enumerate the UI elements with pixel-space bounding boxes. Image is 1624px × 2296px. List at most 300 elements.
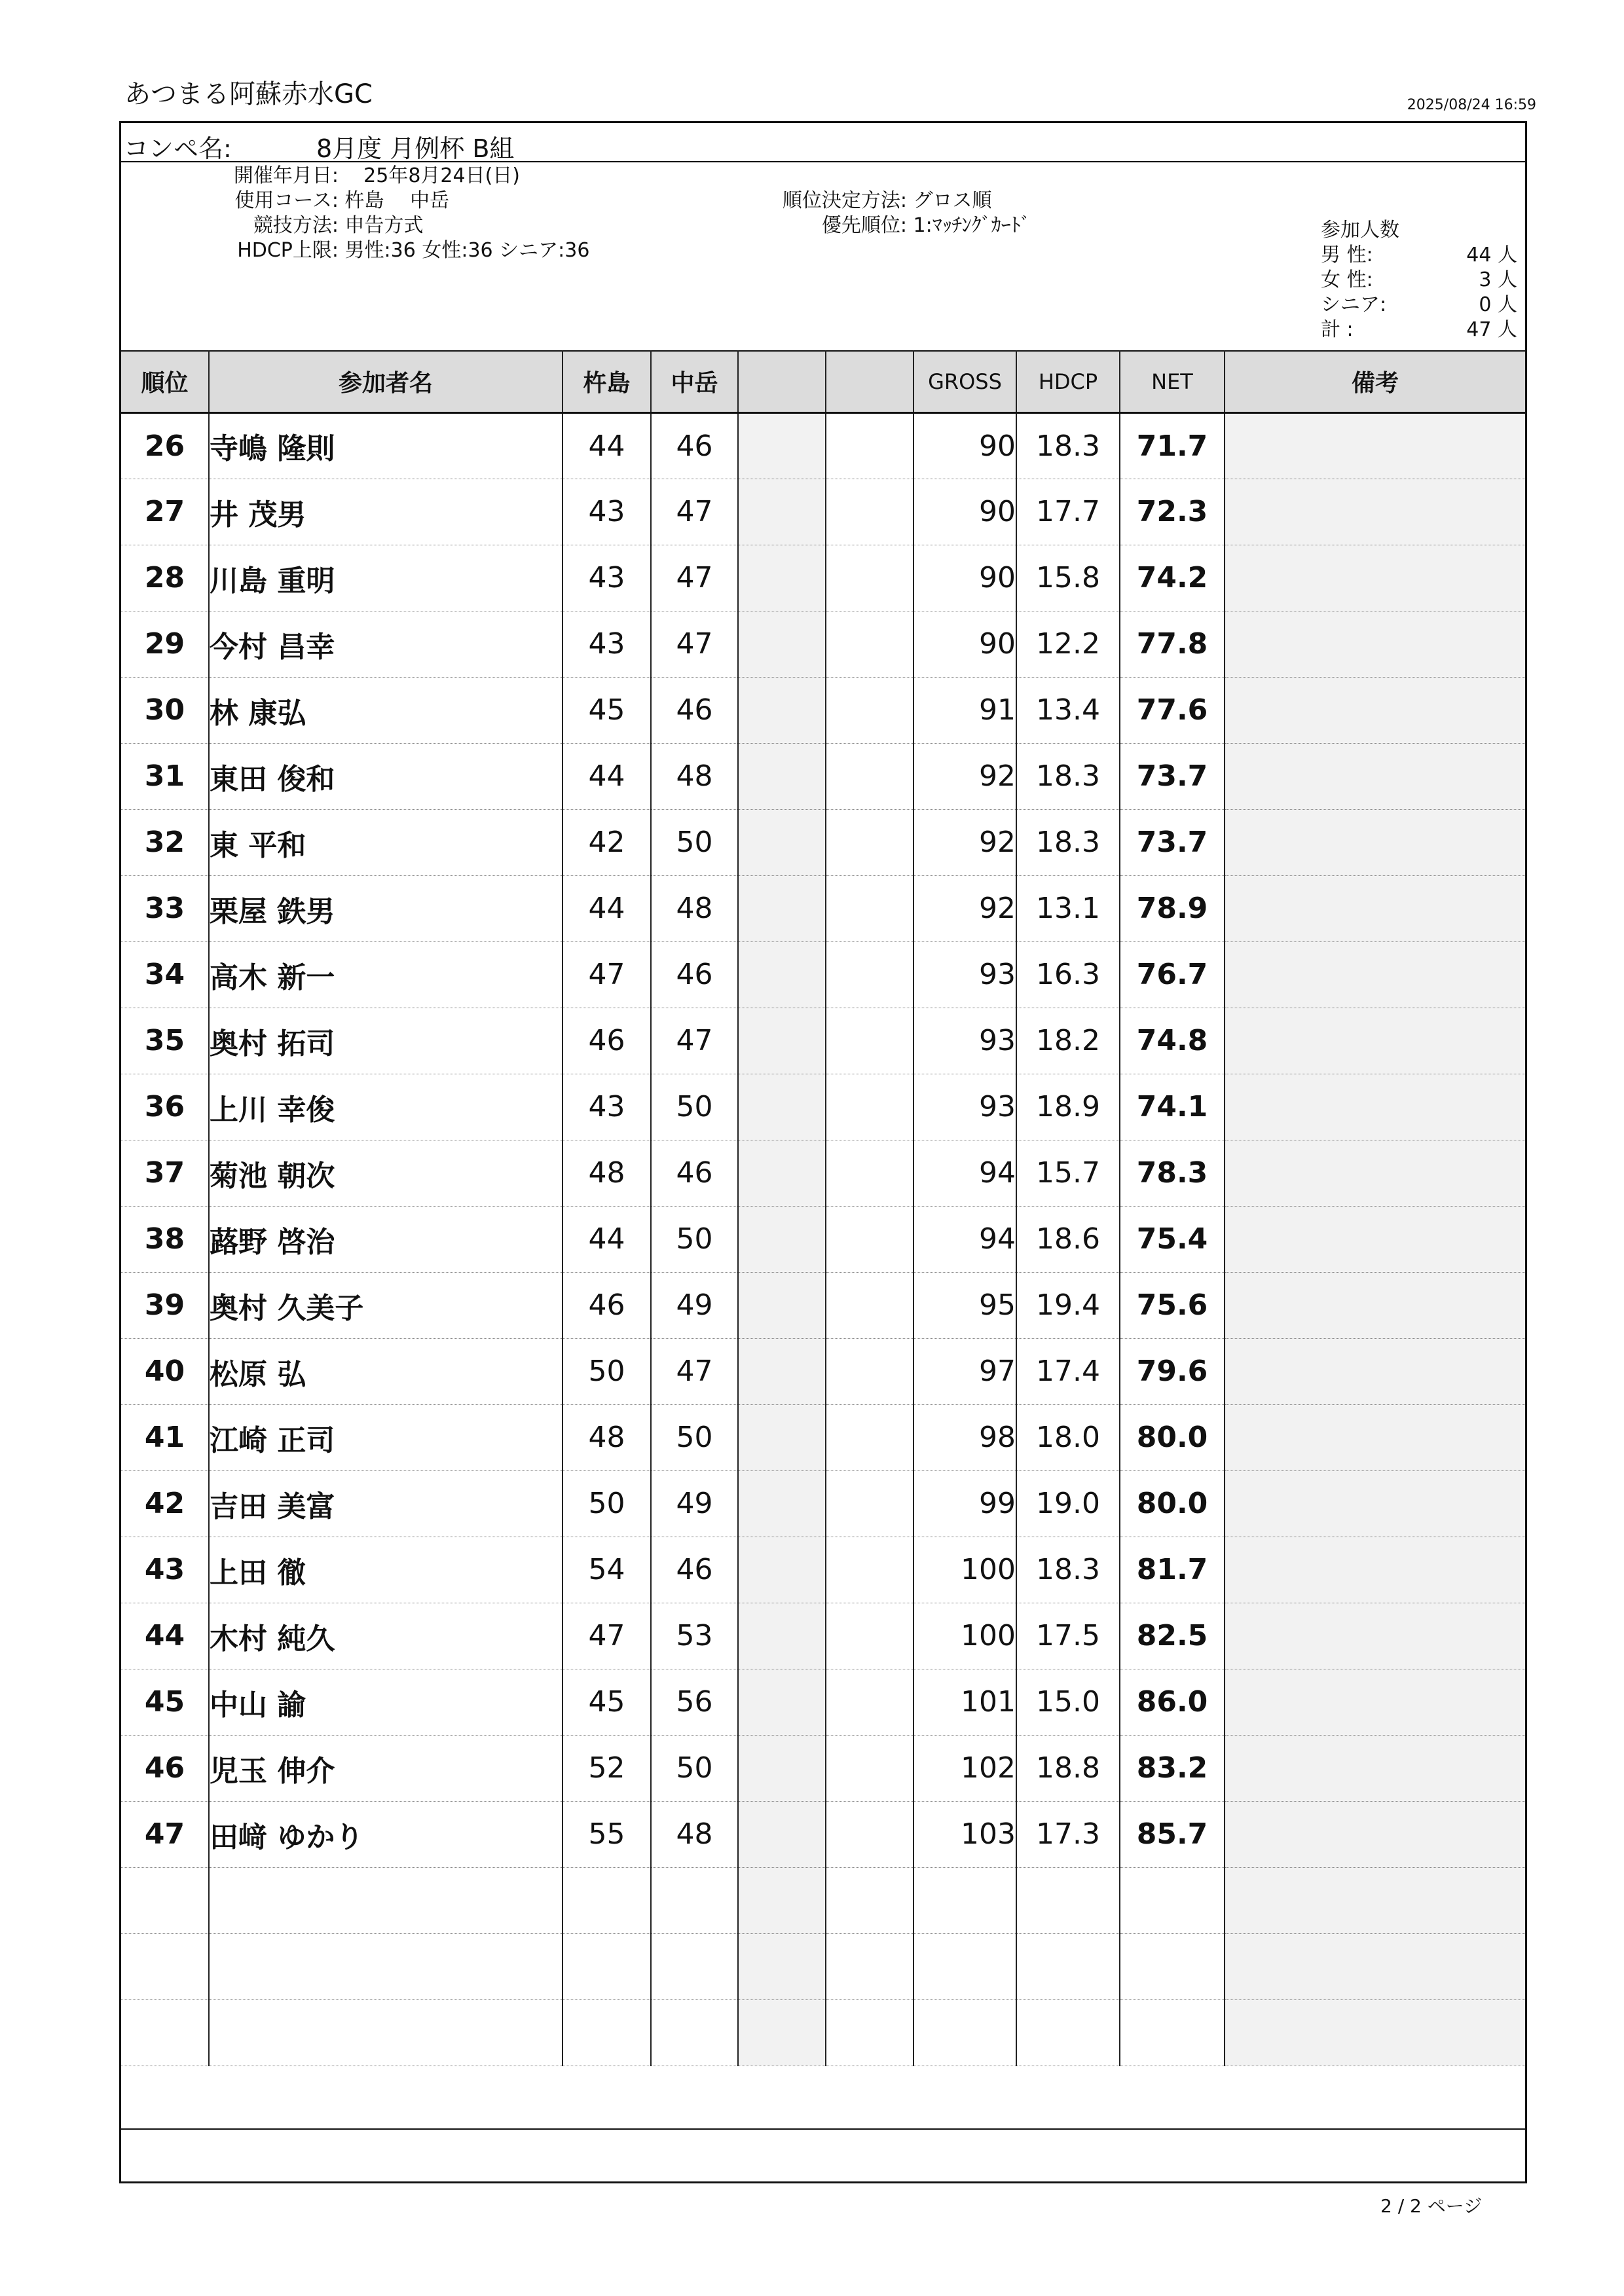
- score-nakadake: 46: [651, 941, 738, 1008]
- score-nakadake: 48: [651, 1801, 738, 1867]
- participant-counts: [1321, 218, 1517, 342]
- empty-cell: [826, 1867, 913, 1933]
- score-kishima: 55: [563, 1801, 651, 1867]
- rank-priority: 優先順位: 1:ﾏｯﾁﾝｸﾞｶｰﾄﾞ: [821, 214, 1031, 237]
- col-kishima: 杵島: [563, 351, 651, 412]
- player-name: 蕗野 啓治: [209, 1206, 563, 1272]
- score-kishima: 48: [563, 1404, 651, 1470]
- blank-cell: [826, 875, 913, 941]
- empty-cell: [1016, 1933, 1120, 1999]
- hdcp-value: 18.2: [1016, 1008, 1120, 1074]
- gross-score: 92: [913, 809, 1016, 875]
- participant-count-row: [1321, 318, 1517, 342]
- empty-cell: [121, 1867, 209, 1933]
- remarks-cell: [1225, 677, 1525, 743]
- blank-cell: [826, 1008, 913, 1074]
- score-kishima: 44: [563, 743, 651, 809]
- score-nakadake: 50: [651, 809, 738, 875]
- table-row: [121, 875, 1525, 941]
- hdcp-value: 17.3: [1016, 1801, 1120, 1867]
- empty-cell: [1225, 1999, 1525, 2066]
- remarks-cell: [1225, 545, 1525, 611]
- table-row: [121, 545, 1525, 611]
- rank-cell: 39: [121, 1272, 209, 1338]
- remarks-cell: [1225, 1140, 1525, 1206]
- score-kishima: 47: [563, 1603, 651, 1669]
- score-nakadake: 47: [651, 1338, 738, 1404]
- blank-cell: [826, 611, 913, 677]
- empty-cell: [826, 1999, 913, 2066]
- remarks-cell: [1225, 1537, 1525, 1603]
- participant-count-row: [1321, 293, 1517, 318]
- score-kishima: 44: [563, 1206, 651, 1272]
- score-nakadake: 49: [651, 1272, 738, 1338]
- blank-cell: [738, 611, 826, 677]
- blank-cell: [738, 1603, 826, 1669]
- hdcp-value: 13.1: [1016, 875, 1120, 941]
- table-header-row: [121, 351, 1525, 412]
- score-kishima: 52: [563, 1735, 651, 1801]
- player-name: 高木 新一: [209, 941, 563, 1008]
- competition-name: 8月度 月例杯 B組: [316, 134, 515, 163]
- event-info: [142, 164, 589, 263]
- empty-cell: [563, 1933, 651, 1999]
- empty-cell: [913, 1999, 1016, 2066]
- hdcp-value: 16.3: [1016, 941, 1120, 1008]
- player-name: 栗屋 鉄男: [209, 875, 563, 941]
- empty-cell: [1120, 1999, 1225, 2066]
- blank-cell: [738, 677, 826, 743]
- blank-cell: [738, 941, 826, 1008]
- blank-cell: [738, 809, 826, 875]
- player-name: 菊池 朝次: [209, 1140, 563, 1206]
- blank-cell: [826, 1206, 913, 1272]
- table-row: [121, 1338, 1525, 1404]
- rank-cell: 35: [121, 1008, 209, 1074]
- hdcp-value: 19.4: [1016, 1272, 1120, 1338]
- table-row: [121, 1140, 1525, 1206]
- blank-cell: [738, 479, 826, 545]
- rank-cell: 34: [121, 941, 209, 1008]
- empty-cell: [651, 1867, 738, 1933]
- col-name: 参加者名: [209, 351, 563, 412]
- blank-cell: [738, 1272, 826, 1338]
- score-nakadake: 47: [651, 611, 738, 677]
- net-score: 81.7: [1120, 1537, 1225, 1603]
- remarks-cell: [1225, 1603, 1525, 1669]
- table-row: [121, 611, 1525, 677]
- blank-cell: [738, 1669, 826, 1735]
- table-row: [121, 1272, 1525, 1338]
- count-label: 計 :: [1321, 318, 1354, 341]
- table-row: [121, 1801, 1525, 1867]
- gross-score: 97: [913, 1338, 1016, 1404]
- ranking-info: [625, 189, 1031, 238]
- empty-cell: [121, 1999, 209, 2066]
- gross-score: 101: [913, 1669, 1016, 1735]
- score-nakadake: 46: [651, 1537, 738, 1603]
- gross-score: 102: [913, 1735, 1016, 1801]
- empty-cell: [738, 1933, 826, 1999]
- hdcp-value: 15.0: [1016, 1669, 1120, 1735]
- blank-cell: [738, 1404, 826, 1470]
- player-name: 東田 俊和: [209, 743, 563, 809]
- hdcp-value: 15.8: [1016, 545, 1120, 611]
- blank-cell: [826, 1272, 913, 1338]
- empty-row: [121, 1933, 1525, 1999]
- score-nakadake: 50: [651, 1074, 738, 1140]
- player-name: 奥村 久美子: [209, 1272, 563, 1338]
- net-score: 74.2: [1120, 545, 1225, 611]
- gross-score: 90: [913, 412, 1016, 479]
- blank-cell: [738, 1338, 826, 1404]
- remarks-cell: [1225, 1008, 1525, 1074]
- blank-cell: [826, 1735, 913, 1801]
- gross-score: 94: [913, 1206, 1016, 1272]
- empty-row: [121, 1867, 1525, 1933]
- empty-cell: [1016, 1867, 1120, 1933]
- blank-cell: [738, 1470, 826, 1537]
- player-name: 井 茂男: [209, 479, 563, 545]
- event-hdcp-limit: HDCP上限: 男性:36 女性:36 シニア:36: [237, 239, 590, 262]
- net-score: 83.2: [1120, 1735, 1225, 1801]
- competition-label: コンペ名:: [124, 134, 232, 163]
- score-kishima: 50: [563, 1338, 651, 1404]
- hdcp-value: 17.5: [1016, 1603, 1120, 1669]
- score-kishima: 45: [563, 1669, 651, 1735]
- score-nakadake: 56: [651, 1669, 738, 1735]
- score-nakadake: 50: [651, 1735, 738, 1801]
- gross-score: 90: [913, 545, 1016, 611]
- player-name: 木村 純久: [209, 1603, 563, 1669]
- col-net: NET: [1120, 351, 1225, 412]
- rank-cell: 28: [121, 545, 209, 611]
- empty-cell: [826, 1933, 913, 1999]
- player-name: 中山 諭: [209, 1669, 563, 1735]
- empty-cell: [651, 1999, 738, 2066]
- participant-count-row: [1321, 268, 1517, 293]
- rank-cell: 41: [121, 1404, 209, 1470]
- blank-cell: [826, 1470, 913, 1537]
- page-number: 2 / 2 ページ: [1380, 2195, 1483, 2217]
- remarks-cell: [1225, 412, 1525, 479]
- rank-cell: 40: [121, 1338, 209, 1404]
- player-name: 田﨑 ゆかり: [209, 1801, 563, 1867]
- table-row: [121, 1074, 1525, 1140]
- blank-cell: [826, 1404, 913, 1470]
- net-score: 75.6: [1120, 1272, 1225, 1338]
- net-score: 75.4: [1120, 1206, 1225, 1272]
- score-nakadake: 53: [651, 1603, 738, 1669]
- col-blank-2: [826, 351, 913, 412]
- blank-cell: [738, 545, 826, 611]
- remarks-cell: [1225, 1272, 1525, 1338]
- net-score: 72.3: [1120, 479, 1225, 545]
- blank-cell: [826, 479, 913, 545]
- table-row: [121, 1603, 1525, 1669]
- rank-method: 順位決定方法: グロス順: [782, 189, 992, 212]
- blank-cell: [738, 743, 826, 809]
- empty-row: [121, 1999, 1525, 2066]
- rank-cell: 47: [121, 1801, 209, 1867]
- table-row: [121, 1669, 1525, 1735]
- net-score: 78.3: [1120, 1140, 1225, 1206]
- empty-cell: [1225, 1933, 1525, 1999]
- remarks-cell: [1225, 941, 1525, 1008]
- gross-score: 99: [913, 1470, 1016, 1537]
- rank-cell: 33: [121, 875, 209, 941]
- net-score: 82.5: [1120, 1603, 1225, 1669]
- score-nakadake: 47: [651, 545, 738, 611]
- blank-cell: [738, 1074, 826, 1140]
- score-kishima: 44: [563, 412, 651, 479]
- remarks-cell: [1225, 809, 1525, 875]
- gross-score: 95: [913, 1272, 1016, 1338]
- hdcp-value: 15.7: [1016, 1140, 1120, 1206]
- score-nakadake: 50: [651, 1206, 738, 1272]
- blank-cell: [738, 1206, 826, 1272]
- col-nakadake: 中岳: [651, 351, 738, 412]
- score-nakadake: 48: [651, 743, 738, 809]
- rank-cell: 44: [121, 1603, 209, 1669]
- score-nakadake: 47: [651, 479, 738, 545]
- col-remarks: 備考: [1225, 351, 1525, 412]
- score-nakadake: 46: [651, 1140, 738, 1206]
- competition-title-row: [121, 123, 1525, 162]
- blank-cell: [738, 1537, 826, 1603]
- col-gross: GROSS: [913, 351, 1016, 412]
- count-label: 男 性:: [1321, 244, 1373, 266]
- blank-cell: [826, 1669, 913, 1735]
- score-nakadake: 48: [651, 875, 738, 941]
- hdcp-value: 13.4: [1016, 677, 1120, 743]
- empty-cell: [913, 1933, 1016, 1999]
- remarks-cell: [1225, 1669, 1525, 1735]
- score-nakadake: 46: [651, 677, 738, 743]
- empty-cell: [651, 1933, 738, 1999]
- rank-cell: 37: [121, 1140, 209, 1206]
- net-score: 80.0: [1120, 1404, 1225, 1470]
- count-value: 0 人: [1479, 293, 1517, 316]
- blank-cell: [826, 1801, 913, 1867]
- gross-score: 93: [913, 941, 1016, 1008]
- rank-cell: 31: [121, 743, 209, 809]
- blank-cell: [738, 1140, 826, 1206]
- blank-cell: [826, 1603, 913, 1669]
- count-value: 47 人: [1466, 318, 1517, 341]
- score-kishima: 42: [563, 809, 651, 875]
- table-row: [121, 743, 1525, 809]
- player-name: 上川 幸俊: [209, 1074, 563, 1140]
- count-label: 女 性:: [1321, 268, 1373, 291]
- rank-cell: 26: [121, 412, 209, 479]
- results-table: [121, 350, 1525, 2066]
- remarks-cell: [1225, 1206, 1525, 1272]
- net-score: 86.0: [1120, 1669, 1225, 1735]
- col-rank: 順位: [121, 351, 209, 412]
- score-nakadake: 49: [651, 1470, 738, 1537]
- blank-cell: [826, 1338, 913, 1404]
- count-label: シニア:: [1321, 293, 1387, 316]
- club-name: あつまる阿蘇赤水GC: [124, 79, 373, 109]
- hdcp-value: 18.9: [1016, 1074, 1120, 1140]
- player-name: 寺嶋 隆則: [209, 412, 563, 479]
- gross-score: 92: [913, 875, 1016, 941]
- empty-cell: [209, 1999, 563, 2066]
- hdcp-value: 18.3: [1016, 743, 1120, 809]
- count-value: 3 人: [1479, 268, 1517, 291]
- empty-cell: [1120, 1933, 1225, 1999]
- table-row: [121, 941, 1525, 1008]
- gross-score: 98: [913, 1404, 1016, 1470]
- score-kishima: 46: [563, 1272, 651, 1338]
- score-kishima: 47: [563, 941, 651, 1008]
- table-bottom-rule: [121, 2128, 1525, 2130]
- blank-cell: [738, 1801, 826, 1867]
- player-name: 吉田 美富: [209, 1470, 563, 1537]
- gross-score: 93: [913, 1074, 1016, 1140]
- empty-cell: [209, 1867, 563, 1933]
- net-score: 80.0: [1120, 1470, 1225, 1537]
- event-course: 使用コース: 杵島 中岳: [234, 189, 450, 212]
- score-kishima: 44: [563, 875, 651, 941]
- table-row: [121, 809, 1525, 875]
- empty-cell: [1120, 1867, 1225, 1933]
- net-score: 77.6: [1120, 677, 1225, 743]
- count-value: 44 人: [1466, 244, 1517, 266]
- score-kishima: 54: [563, 1537, 651, 1603]
- player-name: 上田 徹: [209, 1537, 563, 1603]
- rank-cell: 42: [121, 1470, 209, 1537]
- gross-score: 100: [913, 1537, 1016, 1603]
- blank-cell: [826, 743, 913, 809]
- empty-cell: [913, 1867, 1016, 1933]
- blank-cell: [826, 545, 913, 611]
- hdcp-value: 17.4: [1016, 1338, 1120, 1404]
- gross-score: 92: [913, 743, 1016, 809]
- player-name: 東 平和: [209, 809, 563, 875]
- event-method: 競技方法: 申告方式: [253, 214, 424, 237]
- rank-cell: 43: [121, 1537, 209, 1603]
- rank-cell: 32: [121, 809, 209, 875]
- blank-cell: [826, 1074, 913, 1140]
- player-name: 川島 重明: [209, 545, 563, 611]
- player-name: 児玉 伸介: [209, 1735, 563, 1801]
- net-score: 71.7: [1120, 412, 1225, 479]
- table-row: [121, 1537, 1525, 1603]
- gross-score: 90: [913, 479, 1016, 545]
- empty-cell: [563, 1867, 651, 1933]
- table-row: [121, 1470, 1525, 1537]
- remarks-cell: [1225, 875, 1525, 941]
- remarks-cell: [1225, 1735, 1525, 1801]
- score-kishima: 43: [563, 1074, 651, 1140]
- rank-cell: 45: [121, 1669, 209, 1735]
- blank-cell: [826, 412, 913, 479]
- remarks-cell: [1225, 479, 1525, 545]
- net-score: 78.9: [1120, 875, 1225, 941]
- gross-score: 94: [913, 1140, 1016, 1206]
- net-score: 77.8: [1120, 611, 1225, 677]
- hdcp-value: 18.3: [1016, 412, 1120, 479]
- blank-cell: [738, 1735, 826, 1801]
- net-score: 73.7: [1120, 809, 1225, 875]
- printed-timestamp: 2025/08/24 16:59: [1407, 97, 1536, 113]
- remarks-cell: [1225, 1404, 1525, 1470]
- participant-counts-title: 参加人数: [1321, 219, 1399, 242]
- score-kishima: 43: [563, 479, 651, 545]
- empty-cell: [738, 1867, 826, 1933]
- player-name: 奥村 拓司: [209, 1008, 563, 1074]
- player-name: 林 康弘: [209, 677, 563, 743]
- player-name: 江崎 正司: [209, 1404, 563, 1470]
- blank-cell: [738, 1008, 826, 1074]
- hdcp-value: 18.3: [1016, 1537, 1120, 1603]
- gross-score: 100: [913, 1603, 1016, 1669]
- remarks-cell: [1225, 1470, 1525, 1537]
- table-row: [121, 1206, 1525, 1272]
- net-score: 74.1: [1120, 1074, 1225, 1140]
- empty-cell: [209, 1933, 563, 1999]
- hdcp-value: 18.3: [1016, 809, 1120, 875]
- gross-score: 90: [913, 611, 1016, 677]
- col-blank-1: [738, 351, 826, 412]
- empty-cell: [121, 1933, 209, 1999]
- rank-cell: 27: [121, 479, 209, 545]
- blank-cell: [826, 809, 913, 875]
- table-row: [121, 1735, 1525, 1801]
- remarks-cell: [1225, 1074, 1525, 1140]
- net-score: 85.7: [1120, 1801, 1225, 1867]
- score-kishima: 43: [563, 545, 651, 611]
- net-score: 73.7: [1120, 743, 1225, 809]
- remarks-cell: [1225, 1801, 1525, 1867]
- rank-cell: 36: [121, 1074, 209, 1140]
- hdcp-value: 18.0: [1016, 1404, 1120, 1470]
- hdcp-value: 18.8: [1016, 1735, 1120, 1801]
- blank-cell: [826, 1140, 913, 1206]
- participant-count-row: [1321, 243, 1517, 268]
- empty-cell: [1225, 1867, 1525, 1933]
- score-nakadake: 46: [651, 412, 738, 479]
- hdcp-value: 17.7: [1016, 479, 1120, 545]
- score-kishima: 50: [563, 1470, 651, 1537]
- table-row: [121, 479, 1525, 545]
- table-row: [121, 412, 1525, 479]
- score-kishima: 43: [563, 611, 651, 677]
- table-row: [121, 1404, 1525, 1470]
- rank-cell: 30: [121, 677, 209, 743]
- net-score: 76.7: [1120, 941, 1225, 1008]
- empty-cell: [1016, 1999, 1120, 2066]
- hdcp-value: 18.6: [1016, 1206, 1120, 1272]
- event-date: 開催年月日: 25年8月24日(日): [233, 164, 520, 187]
- hdcp-value: 19.0: [1016, 1470, 1120, 1537]
- remarks-cell: [1225, 743, 1525, 809]
- empty-cell: [563, 1999, 651, 2066]
- score-nakadake: 47: [651, 1008, 738, 1074]
- net-score: 74.8: [1120, 1008, 1225, 1074]
- rank-cell: 46: [121, 1735, 209, 1801]
- remarks-cell: [1225, 611, 1525, 677]
- player-name: 今村 昌幸: [209, 611, 563, 677]
- gross-score: 93: [913, 1008, 1016, 1074]
- player-name: 松原 弘: [209, 1338, 563, 1404]
- blank-cell: [738, 412, 826, 479]
- empty-cell: [738, 1999, 826, 2066]
- results-sheet: [119, 121, 1527, 2183]
- gross-score: 91: [913, 677, 1016, 743]
